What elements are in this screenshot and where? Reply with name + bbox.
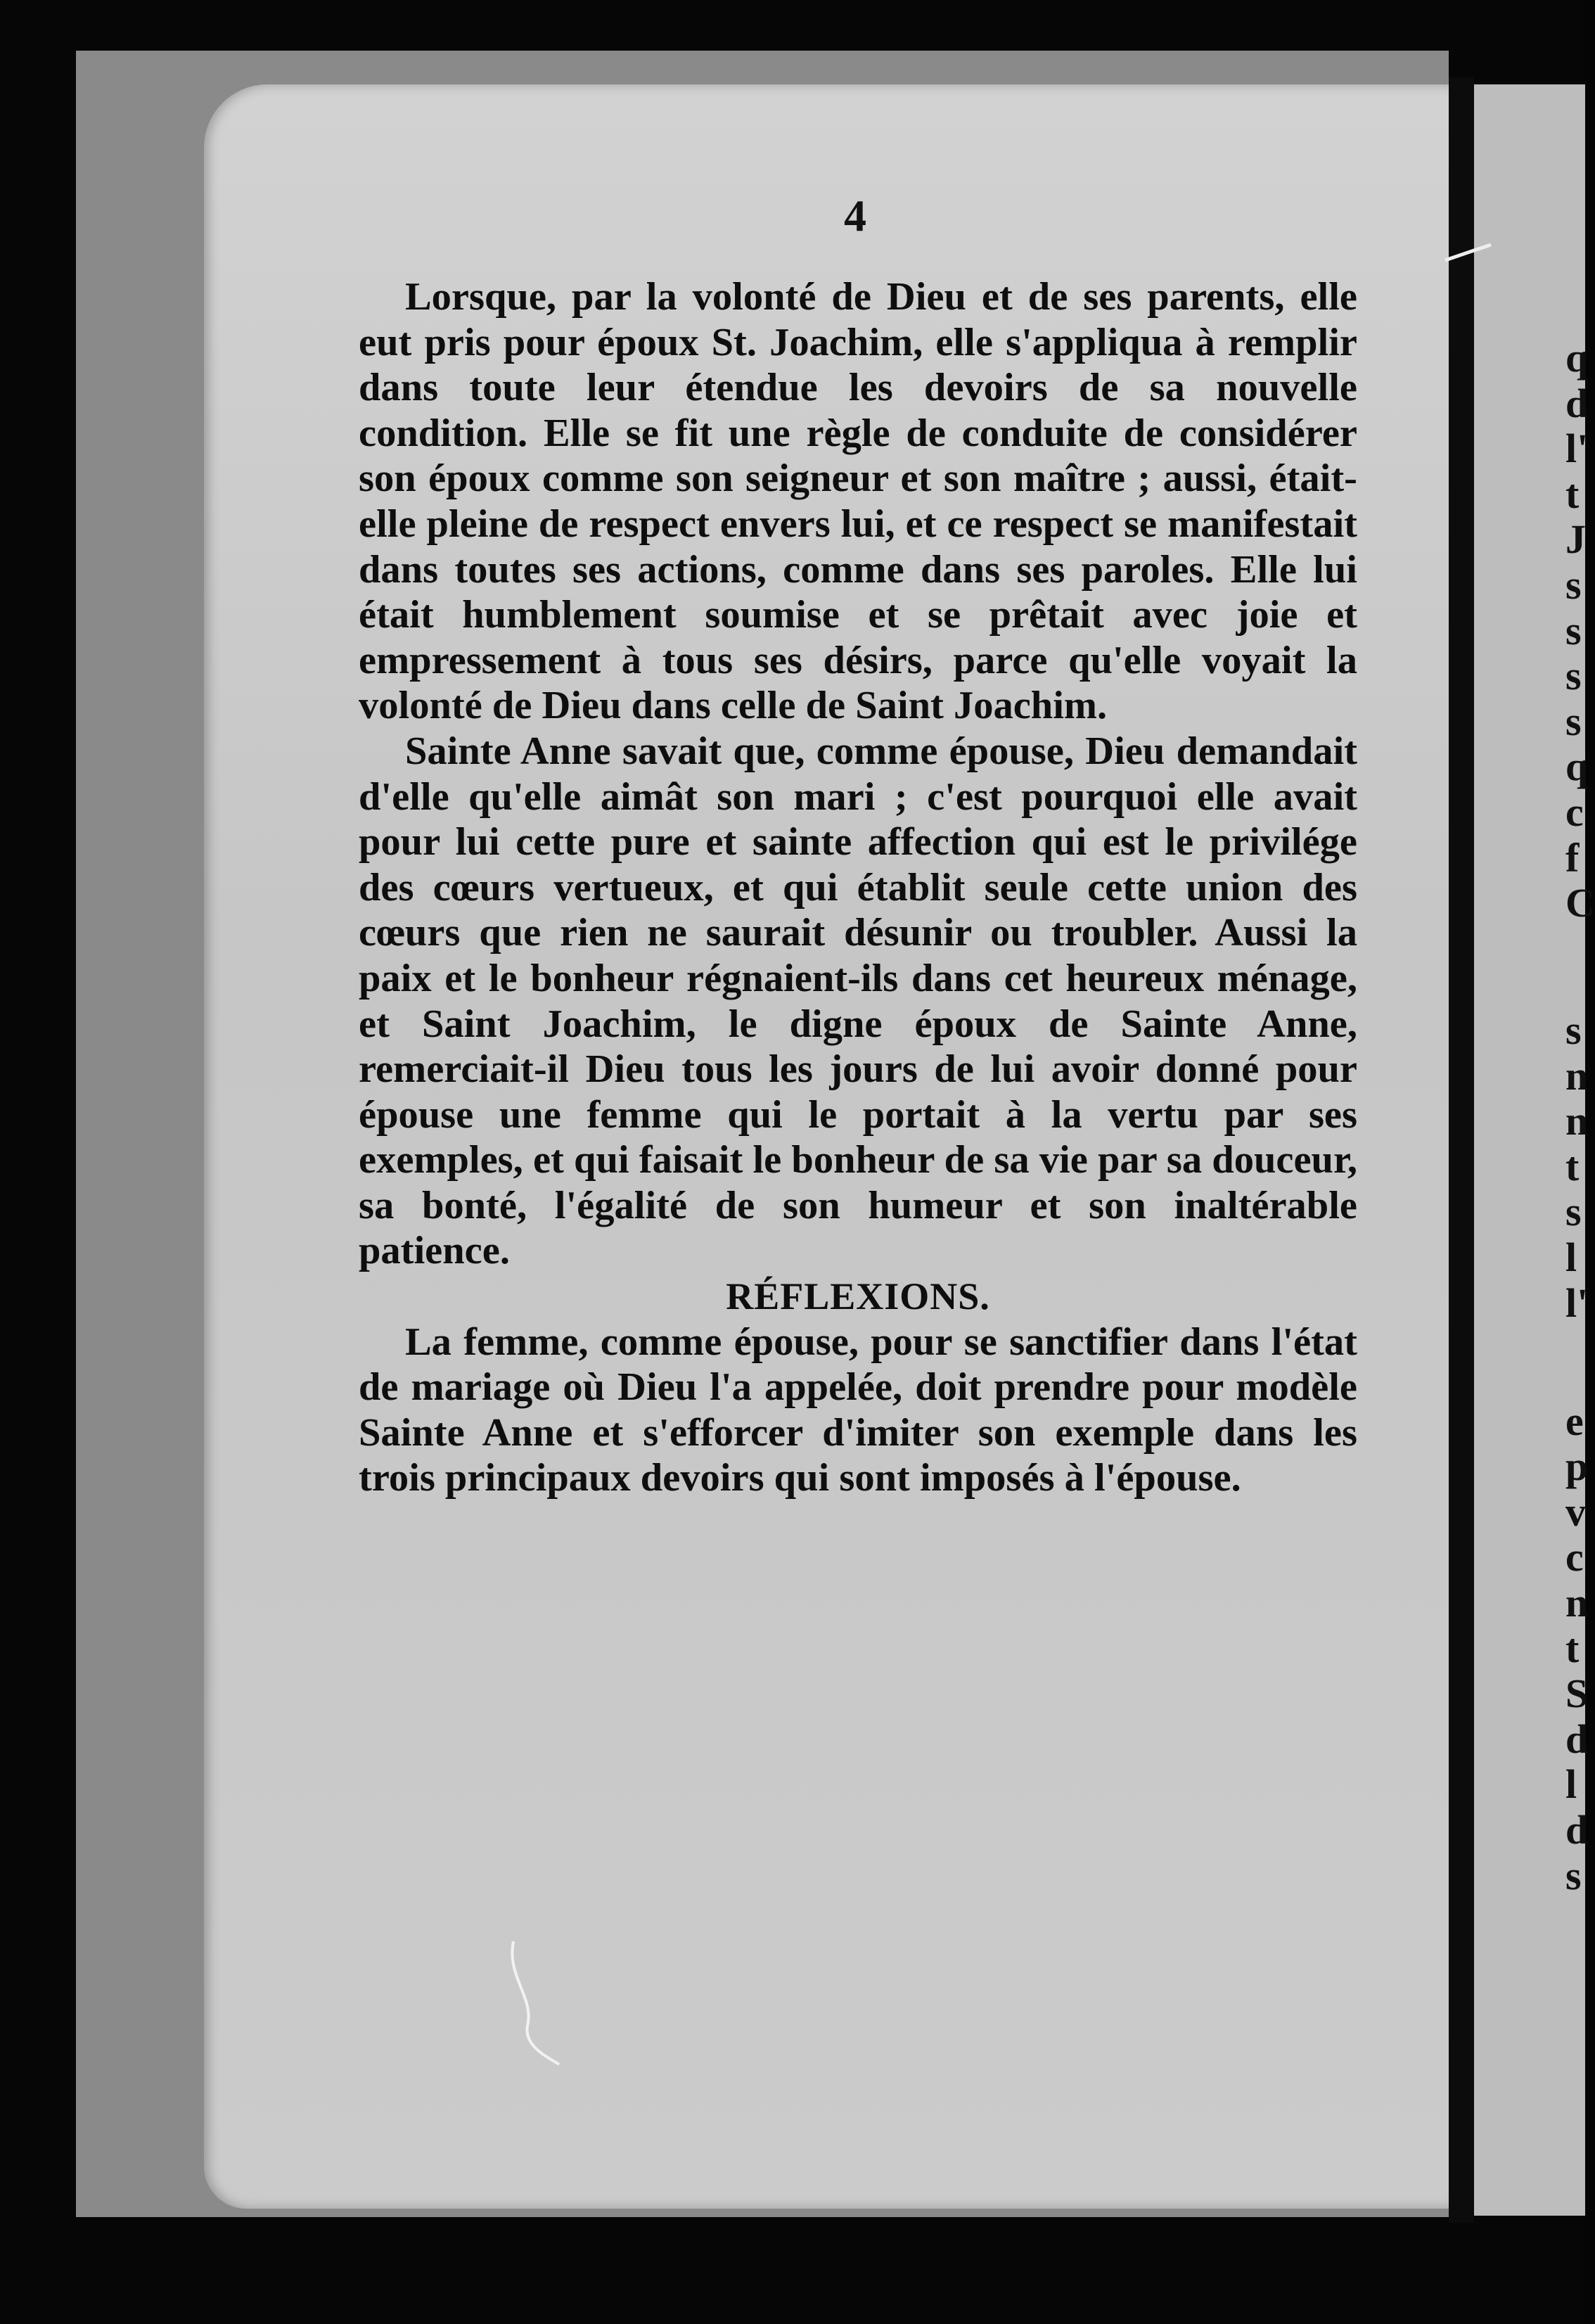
adjacent-page-letter: s — [1565, 1852, 1582, 1898]
adjacent-page-letter: p — [1565, 1443, 1589, 1490]
page-gutter — [1449, 77, 1474, 2223]
adjacent-page-letter: n — [1565, 1580, 1589, 1626]
adjacent-page-letter: t — [1565, 1625, 1580, 1671]
adjacent-page-letter: C — [1565, 880, 1595, 926]
adjacent-page-letter: t — [1565, 1143, 1580, 1189]
adjacent-page-letter: t — [1565, 471, 1580, 517]
adjacent-page-letter: s — [1565, 698, 1582, 744]
adjacent-page-letter: d — [1565, 380, 1589, 426]
adjacent-page-letter: q — [1565, 743, 1589, 790]
adjacent-page-letter: n — [1565, 1098, 1589, 1144]
paragraph-2: Sainte Anne savait que, comme épouse, Dieu demandait d'elle qu'elle aimât son mari ; c'est pourquoi elle avait pour lui cette pure et sainte affection qui est le privilége des cœurs vertueux, et qui établit seule cette union des cœurs que rien ne saurait désunir ou troubler. Aussi la paix et le bonheur régnaient-ils dans cet heureux ménage, et Saint Joachim, le digne époux de Sainte Anne, remerciait-il Dieu tous les jours de lui avoir donné pour épouse une femme qui le portait à la vertu par ses exemples, et qui faisait le bonheur de sa vie par sa douceur, sa bonté, l'égalité de son humeur et son inaltérable patience. — [359, 729, 1357, 1273]
adjacent-page-letter: l — [1565, 1234, 1577, 1281]
adjacent-page-letter: e — [1565, 1398, 1584, 1444]
adjacent-page-letter: S — [1565, 1671, 1589, 1717]
adjacent-page-letter: q — [1565, 335, 1589, 381]
adjacent-page-letter: l' — [1565, 426, 1589, 472]
adjacent-page-letter: s — [1565, 1189, 1582, 1235]
section-heading: RÉFLEXIONS. — [726, 1275, 990, 1318]
adjacent-page-letter: c — [1565, 789, 1584, 835]
adjacent-page-letter: d — [1565, 1716, 1589, 1762]
adjacent-page-letter: v — [1565, 1488, 1586, 1535]
page-number: 4 — [844, 191, 866, 241]
adjacent-page-letter: s — [1565, 653, 1582, 699]
adjacent-page-letter: s — [1565, 562, 1582, 608]
adjacent-page-letter: l — [1565, 1761, 1577, 1808]
adjacent-page-letter: f — [1565, 834, 1580, 881]
pencil-mark — [492, 1934, 577, 2075]
adjacent-page-letter: l' — [1565, 1279, 1589, 1326]
adjacent-page-letter: s — [1565, 607, 1582, 653]
page-text — [359, 274, 1357, 1501]
film-scratch-mark — [1442, 239, 1498, 267]
reflexion-paragraph: La femme, comme épouse, pour se sanctifier dans l'état de mariage où Dieu l'a appelée, doit prendre pour modèle Sainte Anne et s'efforcer d'imiter son exemple dans les trois principaux devoirs qui sont imposés à l'épouse. — [359, 1320, 1357, 1500]
adjacent-page-fragment — [1474, 84, 1595, 2216]
adjacent-page-letter: J — [1565, 516, 1586, 563]
adjacent-page-letter: n — [1565, 1052, 1589, 1099]
paragraph-1: Lorsque, par la volonté de Dieu et de ses parents, elle eut pris pour époux St. Joachim, elle s'appliqua à remplir dans toute leur étendue les devoirs de sa nouvelle condition. Elle se fit une règle de conduite de considérer son époux comme son seigneur et son maître ; aussi, était-elle pleine de respect envers lui, et ce respect se manifestait dans toutes ses actions, comme dans ses paroles. Elle lui était humblement soumise et se prêtait avec joie et empressement à tous ses désirs, parce qu'elle voyait la volonté de Dieu dans celle de Saint Joachim. — [359, 275, 1357, 728]
adjacent-page-letter: c — [1565, 1534, 1584, 1581]
adjacent-page-letter: d — [1565, 1807, 1589, 1853]
adjacent-page-letter: s — [1565, 1007, 1582, 1054]
